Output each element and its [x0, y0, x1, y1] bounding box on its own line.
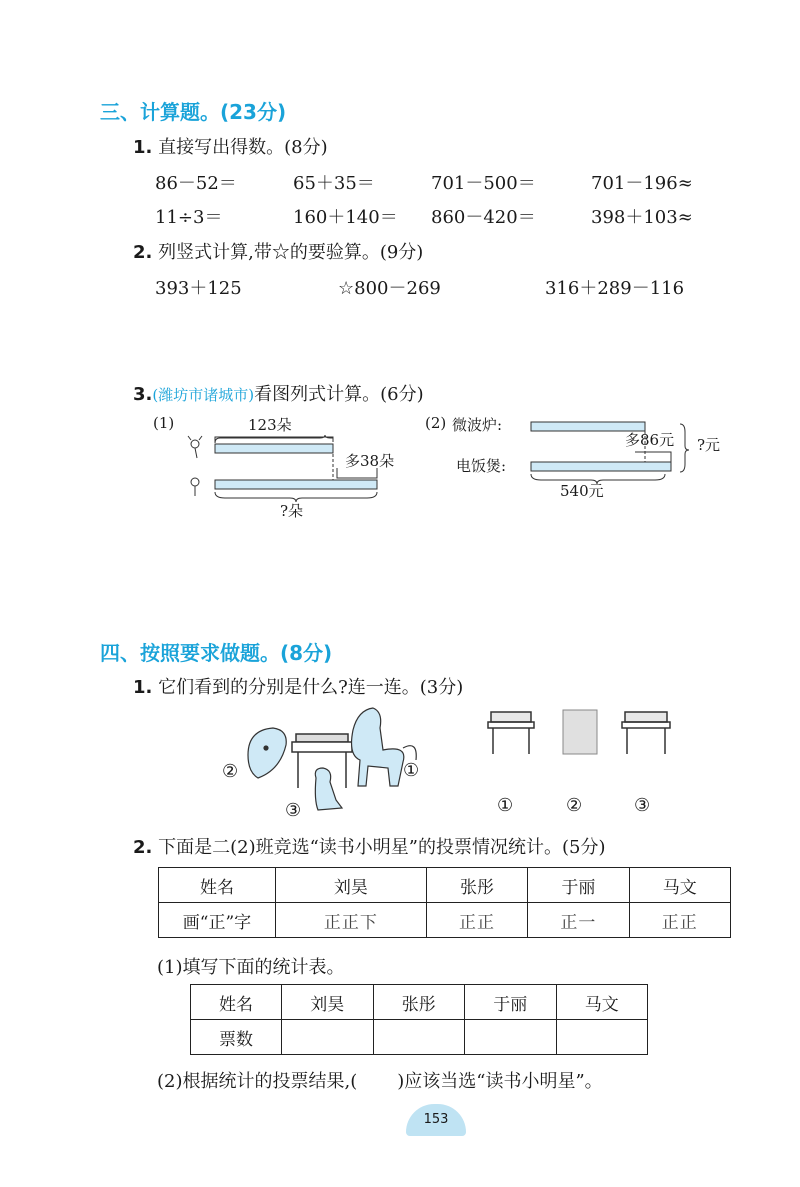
desk-side-view-icon	[622, 712, 670, 754]
section-3-title: 三、计算题。(23分)	[100, 100, 287, 124]
sub-question-2: (2)根据统计的投票结果,( )应该当选“读书小明星”。	[157, 1071, 603, 1092]
vote-count-cell[interactable]	[556, 1020, 648, 1055]
table-header-cell: 姓名	[191, 985, 282, 1020]
table-header-cell: 于丽	[528, 868, 629, 903]
desk-front-view-icon	[488, 712, 534, 754]
fig2-label: (2)	[425, 414, 447, 432]
fig1-diff-label: 多38朵	[345, 452, 395, 470]
tally-cell: 正正	[426, 903, 527, 938]
fig1-bar-diagram	[185, 430, 385, 505]
section-4-title: 四、按照要求做题。(8分)	[100, 641, 333, 665]
q4-2-prompt: 2. 下面是二(2)班竞选“读书小明星”的投票情况统计。(5分)	[133, 837, 606, 858]
sub-question-1: (1)填写下面的统计表。	[157, 957, 345, 978]
calc-item: 86－52＝	[155, 173, 237, 194]
calc-item: 160＋140＝	[293, 207, 398, 228]
view-drawings	[485, 708, 675, 758]
vote-count-cell[interactable]	[373, 1020, 465, 1055]
fig1-top-label: 123朵	[248, 416, 292, 434]
vertical-calc-item: 316＋289－116	[545, 278, 685, 299]
vote-count-table	[190, 984, 648, 1055]
fig2-bar-diagram	[525, 418, 700, 488]
page-number-badge	[406, 1104, 466, 1136]
fig2-bottom-label: 540元	[560, 482, 604, 500]
hedgehog-icon	[248, 728, 286, 778]
tally-cell: 正正下	[276, 903, 427, 938]
tally-cell: 正正	[629, 903, 730, 938]
view-mark-1: ①	[497, 795, 514, 816]
fig1-label: (1)	[153, 414, 175, 432]
tally-table	[158, 867, 731, 938]
fig2-row2-label: 电饭煲:	[456, 457, 507, 475]
vertical-calc-item: 393＋125	[155, 278, 242, 299]
calc-item: 701－196≈	[591, 173, 693, 194]
q3-1-prompt: 1. 直接写出得数。(8分)	[133, 137, 328, 158]
flower-icon	[188, 436, 202, 458]
table-header-cell: 马文	[556, 985, 648, 1020]
table-header-cell: 刘昊	[276, 868, 427, 903]
fig2-diff-label: 多86元	[625, 431, 675, 449]
tally-cell: 正一	[528, 903, 629, 938]
view-mark-3: ③	[634, 795, 651, 816]
page-number: 153	[423, 1112, 449, 1127]
table-row	[191, 1020, 648, 1055]
table-row	[191, 985, 648, 1020]
q3-2-prompt: 2. 列竖式计算,带☆的要验算。(9分)	[133, 242, 424, 263]
table-row-label: 画“正”字	[159, 903, 276, 938]
fig2-total-label: ?元	[697, 436, 721, 454]
calc-item: 11÷3＝	[155, 207, 223, 228]
vertical-calc-item: ☆800－269	[338, 278, 441, 299]
table-header-cell: 张彤	[373, 985, 465, 1020]
table-header-cell: 于丽	[465, 985, 557, 1020]
table-row	[159, 903, 731, 938]
dog-icon	[315, 768, 342, 810]
calc-item: 860－420＝	[431, 207, 536, 228]
vote-count-cell[interactable]	[465, 1020, 557, 1055]
q3-3-prompt: 3.(潍坊市诸城市)看图列式计算。(6分)	[133, 384, 424, 405]
table-row-label: 票数	[191, 1020, 282, 1055]
calc-item: 65＋35＝	[293, 173, 375, 194]
view-mark-2: ②	[566, 795, 583, 816]
table-header-cell: 刘昊	[282, 985, 374, 1020]
table-row	[159, 868, 731, 903]
scene-mark-1: ①	[403, 760, 420, 781]
table-header-cell: 张彤	[426, 868, 527, 903]
q4-1-prompt: 1. 它们看到的分别是什么?连一连。(3分)	[133, 677, 464, 698]
fig2-row1-label: 微波炉:	[452, 416, 503, 434]
calc-item: 701－500＝	[431, 173, 536, 194]
vote-count-cell[interactable]	[282, 1020, 374, 1055]
scene-mark-2: ②	[222, 761, 239, 782]
rose-icon	[191, 478, 199, 496]
calc-item: 398＋103≈	[591, 207, 693, 228]
desk-top-view-icon	[563, 710, 597, 754]
fig1-bottom-label: ?朵	[280, 502, 304, 520]
table-header-cell: 姓名	[159, 868, 276, 903]
scene-mark-3: ③	[285, 800, 302, 821]
table-header-cell: 马文	[629, 868, 730, 903]
